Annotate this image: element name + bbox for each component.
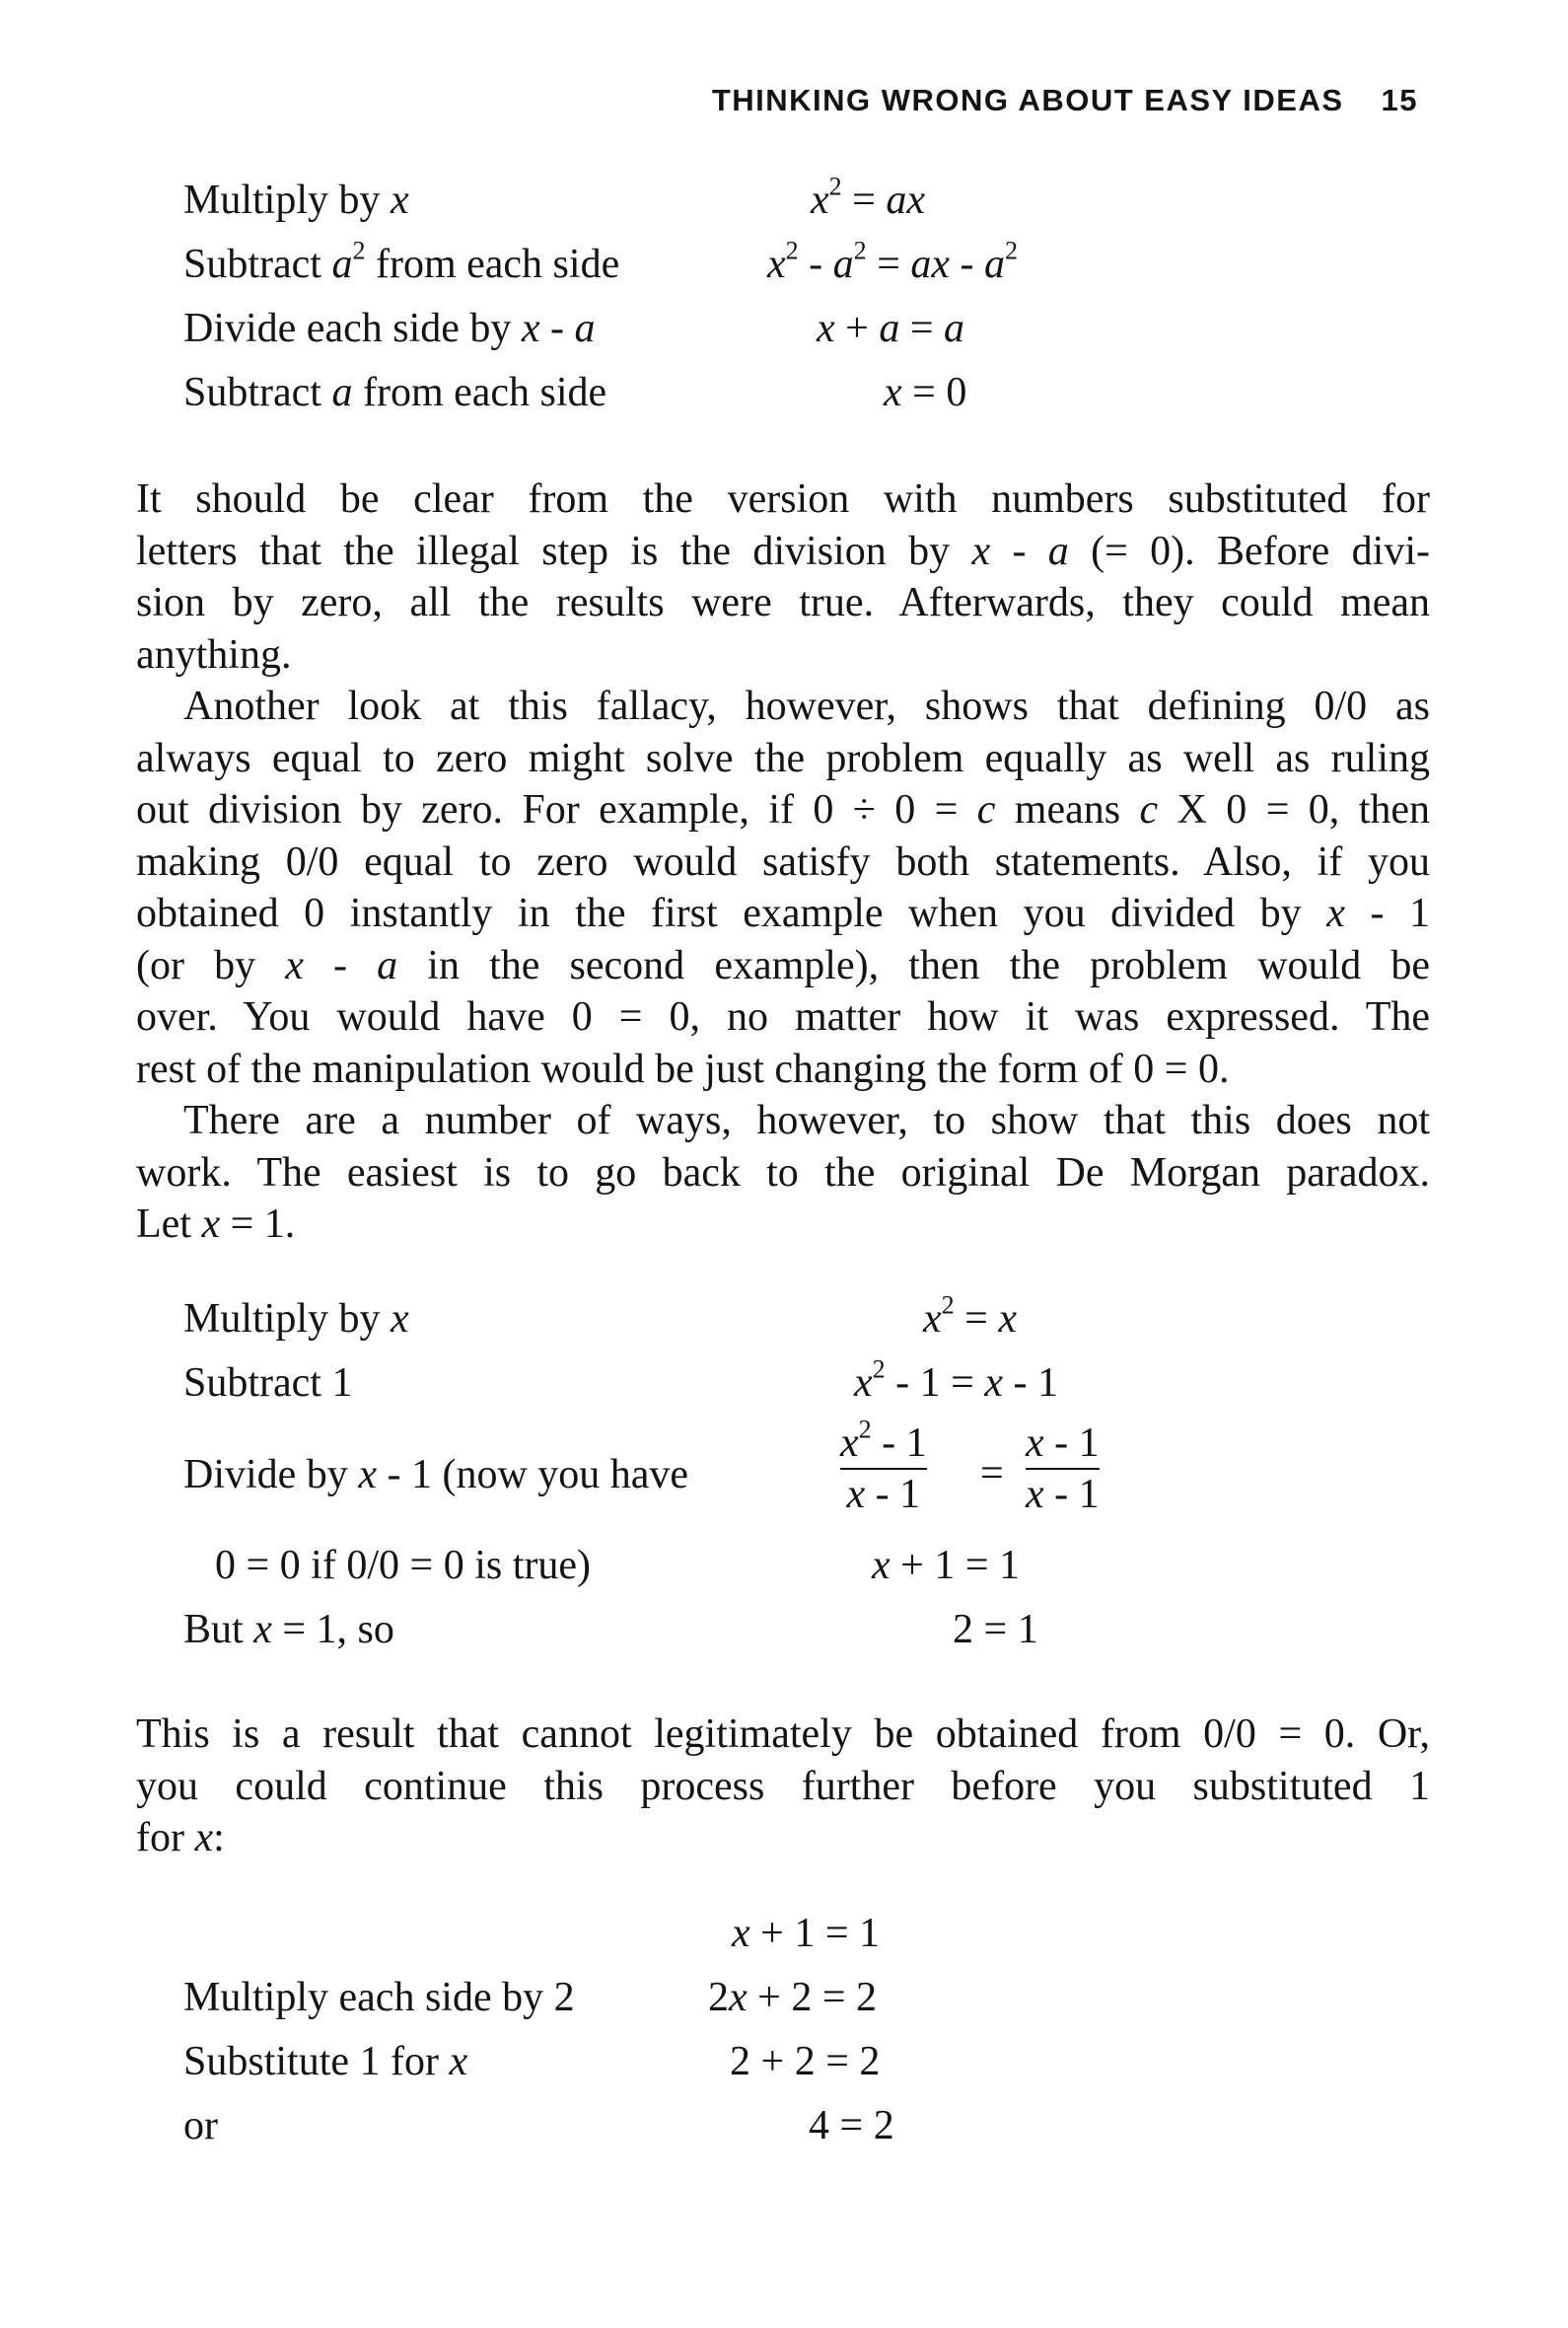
text-line: work. The easiest is to go back to the original De Morgan paradox. (136, 1149, 1430, 1196)
paragraph-1 (136, 473, 1430, 681)
text-line: anything. (136, 631, 292, 678)
step-label-multiply-x: Multiply by x (183, 1296, 409, 1342)
step-equation-4: x = 0 (884, 370, 967, 415)
text-line: you could continue this process further before you substituted 1 (136, 1763, 1430, 1809)
text-line: (or by x - a in the second example), then the problem would be (136, 942, 1430, 988)
text-line: rest of the manipulation would be just changing the form of 0 = 0. (136, 1046, 1230, 1092)
step-equation-9: x + 1 = 1 (732, 1911, 881, 1956)
step-label-or: or (183, 2103, 218, 2148)
text-line: making 0/0 equal to zero would satisfy both statements. Also, if you (136, 838, 1430, 885)
text-line: It should be clear from the version with numbers substituted for (136, 476, 1430, 522)
step-equation-6: $x^2 - 1 = x - 1$ (854, 1354, 1059, 1406)
fraction-denominator: x - 1 (1026, 1472, 1100, 1517)
paragraph-2 (136, 681, 1430, 1095)
step-equation-5: $x^2 = x$ (923, 1290, 1018, 1342)
fraction-denominator: x - 1 (846, 1472, 921, 1517)
text-line: letters that the illegal step is the division by x - a (= 0). Before divi- (136, 528, 1430, 574)
fraction-left (840, 1415, 927, 1517)
step-equation-8: 2 = 1 (953, 1607, 1038, 1652)
running-header (712, 83, 1418, 118)
step-label-but-x-1: But x = 1, so (183, 1607, 394, 1652)
step-equation-2: $x^2 - a^2$ = ax - $a^2$ (767, 236, 1019, 287)
fraction-equals: = (980, 1451, 1004, 1496)
step-label-subtract-a2: Subtract $a^2$ from each side (183, 236, 620, 287)
step-label-substitute: Substitute 1 for x (183, 2039, 468, 2084)
fraction-numerator: x - 1 (1026, 1420, 1100, 1466)
text-line: always equal to zero might solve the problem equally as well as ruling (136, 735, 1430, 781)
fraction-bar (840, 1468, 927, 1470)
text-line: Another look at this fallacy, however, shows that defining 0/0 as (183, 684, 1430, 729)
step-equation-1: $x^2$ = ax (811, 172, 926, 223)
fraction-numerator: $x^2 - 1$ (840, 1415, 927, 1466)
fraction-right (1026, 1420, 1100, 1517)
step-equation-10: 2x + 2 = 2 (708, 1975, 878, 2020)
step-equation-11: 2 + 2 = 2 (730, 2039, 881, 2084)
step-label-multiply-2: Multiply each side by 2 (183, 1975, 575, 2020)
text-line: sion by zero, all the results were true. Afterwards, they could mean (136, 580, 1430, 625)
text-line: There are a number of ways, however, to show that this does not (183, 1098, 1430, 1143)
text-line: obtained 0 instantly in the first example when you divided by x - 1 (136, 891, 1430, 936)
text-line: Let x = 1. (136, 1201, 296, 1247)
text-line: for x: (136, 1815, 225, 1860)
text-line: out division by zero. For example, if 0 ÷ 0 = c means c X 0 = 0, then (136, 787, 1431, 833)
step-equation-12: 4 = 2 (809, 2103, 894, 2148)
page-number: 15 (1381, 83, 1418, 117)
text-line: This is a result that cannot legitimately be obtained from 0/0 = 0. Or, (136, 1711, 1430, 1757)
step-label-zero-condition: 0 = 0 if 0/0 = 0 is true) (215, 1543, 591, 1588)
step-label-subtract-1: Subtract 1 (183, 1360, 353, 1406)
step-label-multiply: Multiply by x (183, 178, 409, 223)
text-line: over. You would have 0 = 0, no matter how it was expressed. The (136, 994, 1430, 1040)
step-equation-7: x + 1 = 1 (872, 1543, 1021, 1588)
step-label-divide-x-1: Divide by x - 1 (now you have (183, 1452, 689, 1497)
step-label-subtract-a: Subtract a from each side (183, 370, 607, 415)
paragraph-4 (136, 1709, 1430, 1864)
fraction-bar (1026, 1468, 1100, 1470)
running-header-title: THINKING WRONG ABOUT EASY IDEAS (711, 83, 1344, 117)
paragraph-3 (136, 1095, 1430, 1251)
step-label-divide: Divide each side by x - a (183, 306, 596, 351)
step-equation-3: x + a = a (817, 306, 965, 351)
